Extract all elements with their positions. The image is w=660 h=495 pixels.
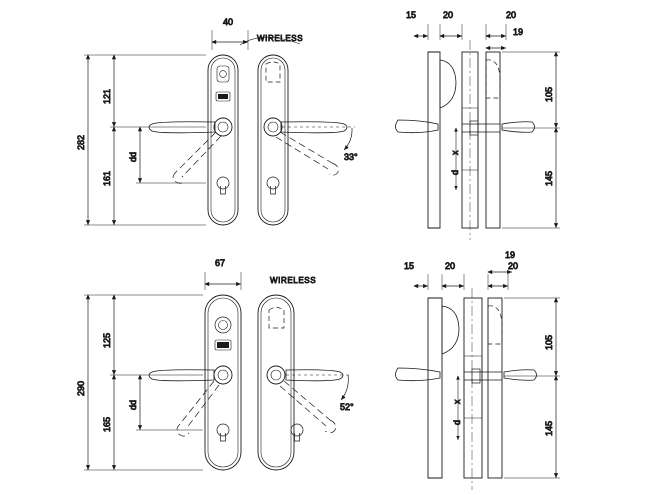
bottom-side-dim-145: 145 [544, 420, 554, 436]
bottom-side-dim-20a: 20 [445, 261, 456, 271]
top-side-dim-19: 19 [513, 27, 524, 37]
top-side-dim-105: 105 [544, 86, 554, 102]
bottom-dim-125: 125 [102, 332, 112, 348]
top-side-view [396, 10, 561, 240]
top-dim-121: 121 [102, 88, 112, 104]
bottom-dim-dd: dd [128, 399, 138, 410]
top-front-view [76, 17, 358, 225]
bottom-side-view [396, 250, 561, 490]
bottom-dim-67: 67 [215, 258, 226, 268]
top-side-dim-15: 15 [406, 10, 417, 20]
bottom-angle-label: 52° [340, 402, 354, 412]
bottom-side-axis-x: x [452, 399, 462, 404]
bottom-side-dim-105: 105 [544, 334, 554, 350]
top-wireless-label: WIRELESS [257, 34, 304, 43]
top-angle-label: 33° [344, 152, 358, 162]
top-dim-dd: dd [128, 151, 138, 162]
top-side-dim-145: 145 [544, 170, 554, 186]
bottom-front-view [76, 258, 354, 470]
top-side-dim-20a: 20 [443, 10, 454, 20]
bottom-side-dim-15: 15 [404, 261, 415, 271]
bottom-wireless-label: WIRELESS [270, 276, 317, 285]
bottom-side-axis-d: d [452, 419, 462, 425]
top-dim-40: 40 [223, 17, 234, 27]
bottom-side-dim-19: 19 [505, 250, 516, 260]
top-side-axis-d: d [450, 169, 460, 175]
top-dim-161: 161 [102, 170, 112, 186]
bottom-dim-165: 165 [102, 416, 112, 432]
bottom-dim-290: 290 [76, 380, 86, 396]
top-dim-282: 282 [76, 134, 86, 150]
top-side-axis-x: x [450, 150, 460, 155]
bottom-side-dim-20b: 20 [508, 261, 519, 271]
top-side-dim-20b: 20 [506, 10, 517, 20]
